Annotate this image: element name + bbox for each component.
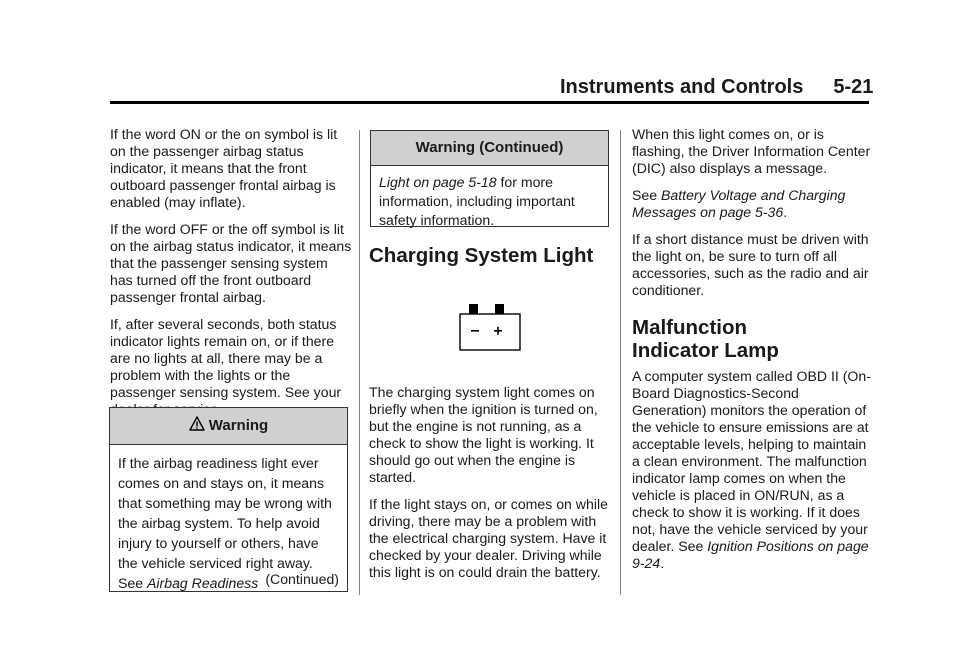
warning-header: Warning (Continued) [371,131,608,166]
paragraph: If the word ON or the on symbol is lit on the passenger airbag status indicator, it means that the front outboard passenger frontal airbag is enabled (may inflate). [110,126,338,210]
cross-reference: Airbag Readiness [147,575,259,591]
charging-body [369,384,609,591]
paragraph: If the word OFF or the off symbol is lit on the airbag status indicator, it means that the passenger sensing system has turned off the front outboard passenger frontal airbag. [110,221,352,305]
cross-reference: Battery Voltage and Charging Messages on page 5-36 [632,187,846,220]
column-divider [620,130,621,595]
paragraph: The charging system light comes on briefly when the ignition is turned on, but the engine is not running, as a check to show the light is working. It should go out when the engine is started. [369,384,598,485]
header-rule [110,101,869,104]
paragraph [632,187,872,221]
paragraph: If, after several seconds, both status indicator lights remain on, or if there are no lights at all, there may be a problem with the lights or the passenger sensing system. See your [110,316,342,400]
text: . [783,204,788,220]
paragraph [632,368,872,572]
paragraph: If the light stays on, or comes on while driving, there may be a problem with the electrical charging system. Have it checked by your dealer. Driving while this light is on could drain the battery. [369,496,608,580]
heading-line: Malfunction [632,316,748,339]
column-divider [359,130,360,595]
section-heading [632,317,872,362]
continued-label: (Continued) [265,571,339,587]
column-3 [632,126,872,309]
text: . [660,555,665,571]
column-1 [110,126,352,428]
paragraph: If a short distance must be driven with the light on, be sure to turn off all accessories, such as the radio and air conditioner. [632,231,869,298]
warning-body: If the airbag readiness light ever comes on and stays on, it means that something may be wrong with the airbag system. To help avoid injury to yourself or others, have the vehicle serviced right away. See [118,455,332,591]
warning-text [371,166,608,230]
warning-box [109,407,348,592]
paragraph: When this light comes on, or is flashing, the Driver Information Center (DIC) also displays a message. [632,126,871,176]
warning-title: Warning [208,417,269,434]
warning-icon [189,416,205,432]
cross-reference: Light on page 5-18 [379,174,497,190]
cross-reference: Ignition Positions on page 9-24 [632,538,869,571]
warning-header [110,408,347,445]
running-header [560,76,874,99]
warning-box-continued [370,130,609,227]
page-number: 5-21 [833,76,874,98]
section-heading: Charging System Light [369,244,594,267]
warning-body: for more information, including important safety information. [379,174,575,228]
heading-line: Indicator Lamp [632,338,779,362]
text: A computer system called OBD II (On-Board Diagnostics-Second Generation) monitors the operation of the vehicle to ensure emissions are at acceptable levels, helping to maintain a clean environment. The malfunction indicator lamp comes on when the vehicle is placed in ON/RUN, as a check to show it is working. If it does not, have the vehicle serviced by your dealer. See [632,368,871,554]
battery-icon [459,303,521,351]
malfunction-body [632,368,872,572]
section-title: Instruments and Controls [560,76,804,98]
text: See [632,187,661,203]
